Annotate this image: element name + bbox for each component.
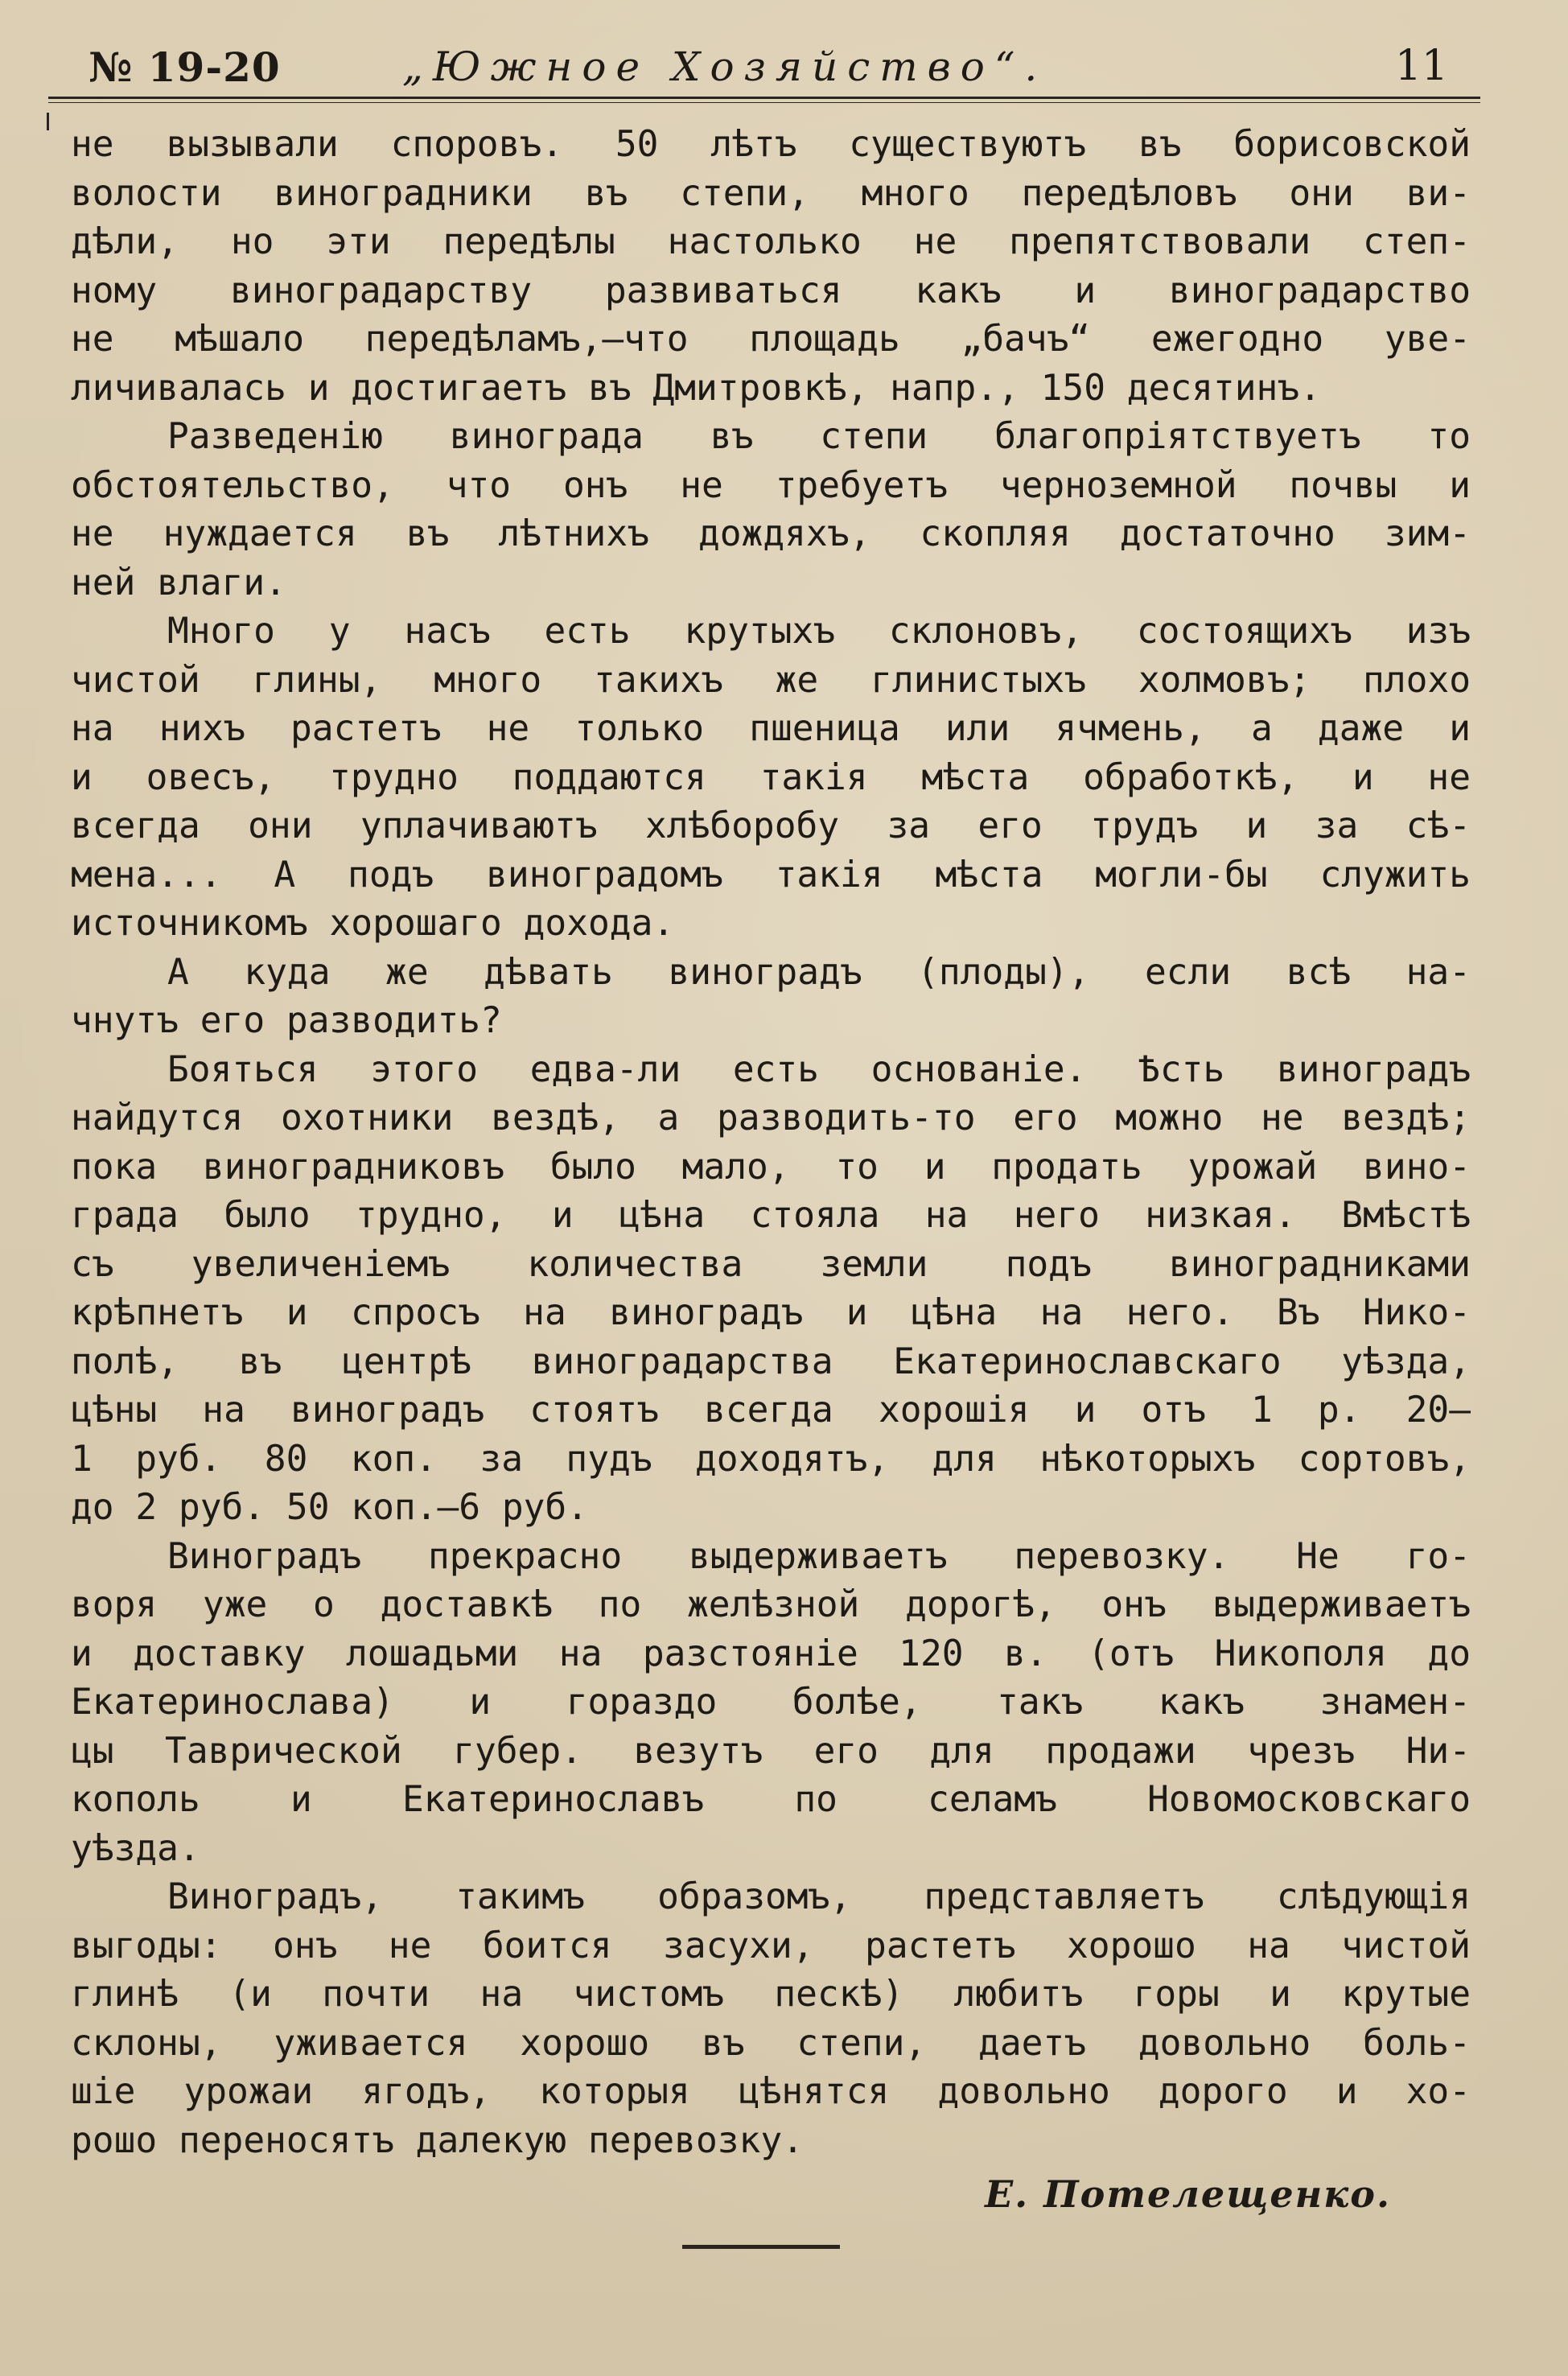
text-line: склоны, уживается хорошо въ степи, даетъ довольно боль- — [71, 2022, 1471, 2064]
text-line: личивалась и достигаетъ въ Дмитровкѣ, напр., 150 десятинъ. — [71, 367, 1321, 409]
text-line: и овесъ, трудно поддаются такія мѣста обработкѣ, и не — [71, 756, 1471, 798]
text-line: дѣли, но эти передѣлы настолько не препятствовали степ- — [71, 221, 1471, 262]
text-line: А куда же дѣвать виноградъ (плоды), если всѣ на- — [167, 951, 1471, 993]
text-line: Екатеринослава) и гораздо болѣе, такъ какъ знамен- — [71, 1682, 1471, 1723]
text-line: не мѣшало передѣламъ,—что площадь „бачъ“ ежегодно уве- — [71, 319, 1471, 360]
text-line: цы Таврической губер. везутъ его для продажи чрезъ Ни- — [71, 1730, 1471, 1772]
text-line: воря уже о доставкѣ по желѣзной дорогѣ, онъ выдерживаетъ — [71, 1584, 1471, 1625]
paragraph — [71, 949, 1471, 1046]
paragraph — [71, 607, 1471, 949]
text-line: не вызывали споровъ. 50 лѣтъ существуютъ въ борисовской — [71, 124, 1471, 165]
issue-number: № 19-20 — [88, 43, 281, 91]
author-signature: Е. Потелещенко. — [985, 2172, 1391, 2216]
text-line: 1 руб. 80 коп. за пудъ доходятъ, для нѣкоторыхъ сортовъ, — [71, 1438, 1471, 1480]
paragraph — [71, 1873, 1471, 2165]
margin-mark — [47, 113, 49, 130]
text-line: чнутъ его разводить? — [71, 1000, 502, 1041]
text-line: града было трудно, и цѣна стояла на него низкая. Вмѣстѣ — [71, 1195, 1471, 1236]
text-line: полѣ, въ центрѣ виноградарства Екатеринославскаго уѣзда, — [71, 1340, 1471, 1382]
paragraph — [71, 1046, 1471, 1533]
text-line: глинѣ (и почти на чистомъ пескѣ) любитъ горы и крутые — [71, 1974, 1471, 2015]
header-rule-thin — [48, 102, 1480, 103]
article-body — [71, 121, 1471, 2165]
text-line: чистой глины, много такихъ же глинистыхъ холмовъ; плохо — [71, 659, 1471, 701]
running-header — [48, 32, 1448, 105]
journal-title: „Южное Хозяйство“. — [402, 43, 1047, 90]
text-line: Разведенію винограда въ степи благопріятствуетъ то — [167, 416, 1471, 457]
text-line: крѣпнетъ и спросъ на виноградъ и цѣна на него. Въ Нико- — [71, 1292, 1471, 1333]
text-line: волости виноградники въ степи, много передѣловъ они ви- — [71, 172, 1471, 214]
text-line: цѣны на виноградъ стоятъ всегда хорошія и отъ 1 р. 20— — [71, 1390, 1471, 1431]
text-line: ней влаги. — [71, 562, 286, 603]
paragraph — [71, 1533, 1471, 1874]
text-line: шіе урожаи ягодъ, которыя цѣнятся довольно дорого и хо- — [71, 2071, 1471, 2112]
text-line: найдутся охотники вездѣ, а разводить-то его можно не вездѣ; — [71, 1097, 1471, 1139]
text-line: пока виноградниковъ было мало, то и продать урожай вино- — [71, 1146, 1471, 1188]
text-line: мена... А подъ виноградомъ такія мѣста могли-бы служить — [71, 854, 1471, 896]
text-line: обстоятельство, что онъ не требуетъ черноземной почвы и — [71, 464, 1471, 506]
text-line: и доставку лошадьми на разстояніе 120 в. (отъ Никополя до — [71, 1633, 1471, 1674]
paragraph — [71, 413, 1471, 607]
text-line: Много у насъ есть крутыхъ склоновъ, состоящихъ изъ — [167, 611, 1471, 652]
header-rule — [48, 97, 1480, 99]
text-line: рошо переносятъ далекую перевозку. — [71, 2119, 804, 2161]
text-line: съ увеличеніемъ количества земли подъ виноградниками — [71, 1243, 1471, 1285]
text-line: кополь и Екатеринославъ по селамъ Новомосковскаго — [71, 1779, 1471, 1820]
text-line: ному виноградарству развиваться какъ и виноградарство — [71, 270, 1471, 311]
text-line: на нихъ растетъ не только пшеница или ячмень, а даже и — [71, 708, 1471, 749]
text-line: не нуждается въ лѣтнихъ дождяхъ, скопляя достаточно зим- — [71, 513, 1471, 554]
text-line: Виноградъ, такимъ образомъ, представляетъ слѣдующія — [167, 1876, 1471, 1917]
text-line: Виноградъ прекрасно выдерживаетъ перевозку. Не го- — [167, 1535, 1471, 1577]
text-line: источникомъ хорошаго дохода. — [71, 903, 675, 944]
text-line: до 2 руб. 50 коп.—6 руб. — [71, 1487, 588, 1528]
text-line: Бояться этого едва-ли есть основаніе. Ѣсть виноградъ — [167, 1048, 1471, 1090]
text-line: выгоды: онъ не боится засухи, растетъ хорошо на чистой — [71, 1925, 1471, 1966]
end-rule — [682, 2245, 840, 2249]
page-number: 11 — [1394, 42, 1448, 90]
paragraph — [71, 121, 1471, 413]
text-line: всегда они уплачиваютъ хлѣборобу за его трудъ и за сѣ- — [71, 805, 1471, 846]
text-line: уѣзда. — [71, 1827, 200, 1869]
